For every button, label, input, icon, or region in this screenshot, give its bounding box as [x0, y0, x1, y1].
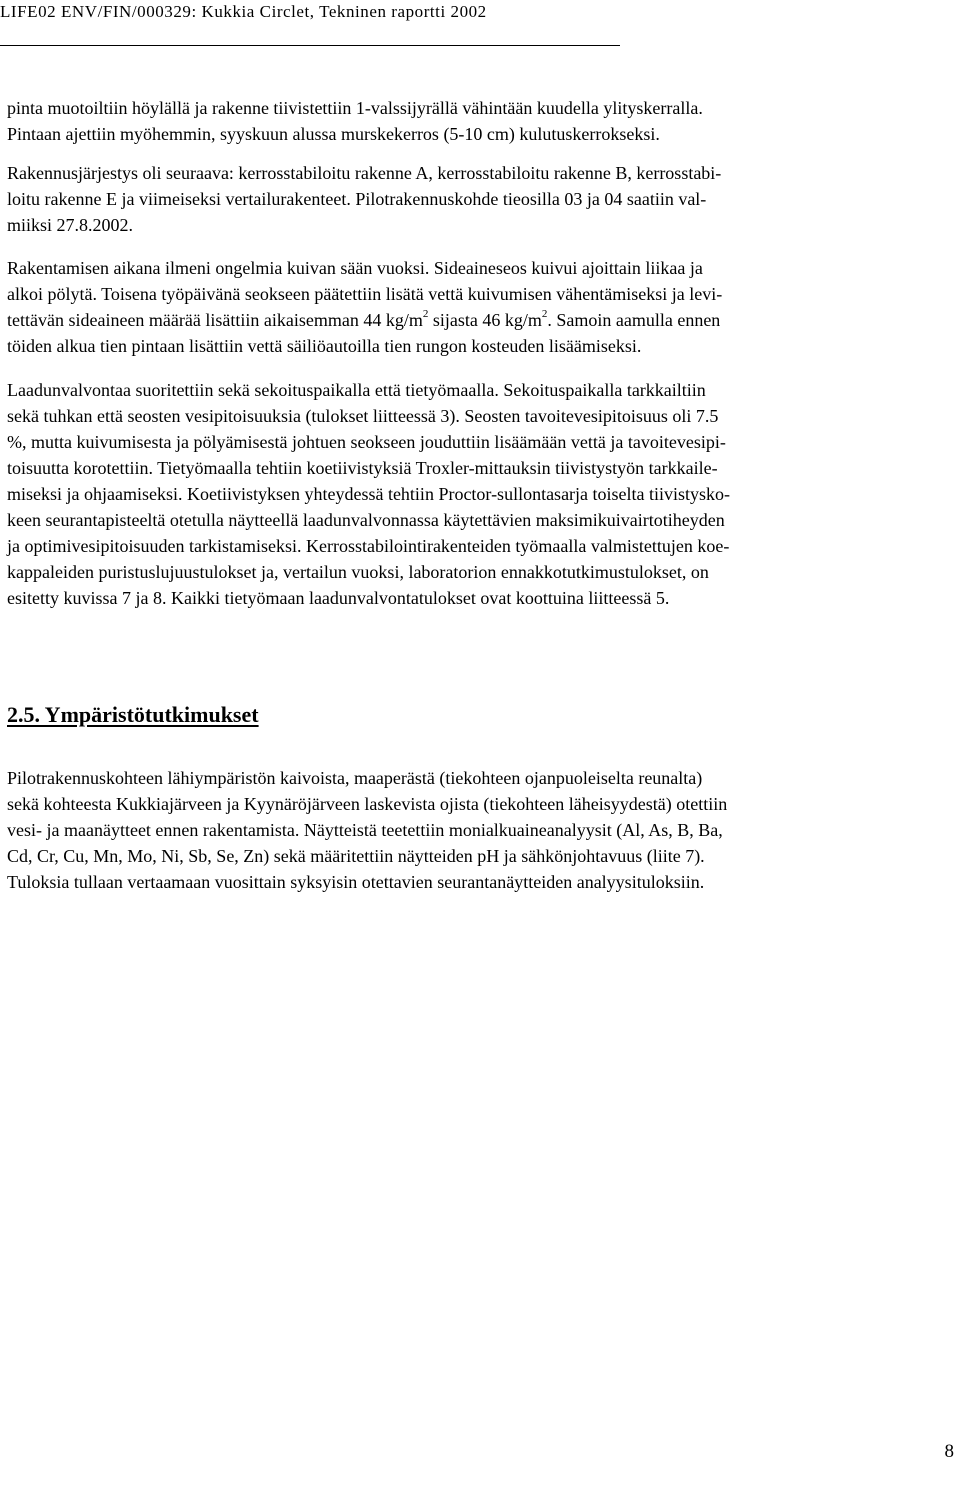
text-line: sekä tuhkan että seosten vesipitoisuuksia (tulokset liitteessä 3). Seosten tavoitevesipitoisuus oli 7.5	[7, 406, 719, 426]
text-line: miseksi ja ohjaamiseksi. Koetiivistyksen yhteydessä tehtiin Proctor-sullontasarja toiselta tiivistysko-	[7, 484, 731, 504]
text-line: Pintaan ajettiin myöhemmin, syyskuun alussa murskekerros (5-10 cm) kulutuskerrokseksi.	[7, 124, 660, 144]
text-fragment: . Samoin aamulla ennen	[547, 310, 721, 330]
paragraph-construction-order	[7, 160, 955, 238]
text-line: Pilotrakennuskohteen lähiympäristön kaivoista, maaperästä (tiekohteen ojanpuoleiselta reunalta)	[7, 768, 703, 788]
superscript: 2	[422, 308, 429, 320]
running-header	[0, 0, 620, 46]
paragraph-construction-surface	[7, 95, 955, 147]
paragraph-quality-control	[7, 377, 955, 611]
paragraph-construction-problems	[7, 255, 955, 359]
text-line: Laadunvalvontaa suoritettiin sekä sekoituspaikalla että tietyömaalla. Sekoituspaikalla tarkkailtiin	[7, 380, 706, 400]
section-heading: 2.5. Ympäristötutkimukset	[7, 702, 259, 727]
text-line: esitetty kuvissa 7 ja 8. Kaikki tietyömaan laadunvalvontatulokset ovat koottuina liitteessä 5.	[7, 588, 670, 608]
text-line: loitu rakenne E ja viimeiseksi vertailurakenteet. Pilotrakennuskohde tieosilla 03 ja 04 saatiin val-	[7, 189, 707, 209]
text-line-with-units	[7, 307, 955, 333]
text-line: alkoi pölytä. Toisena työpäivänä seokseen päätettiin lisätä vettä kuivumisen vähentämiseksi ja levi-	[7, 284, 723, 304]
text-line: Tuloksia tullaan vertaamaan vuosittain syksyisin otettavien seurantanäytteiden analyysituloksiin.	[7, 872, 705, 892]
text-line: Rakennusjärjestys oli seuraava: kerrosstabiloitu rakenne A, kerrosstabiloitu rakenne B, kerrosstabi-	[7, 163, 722, 183]
page-number: 8	[944, 1441, 954, 1462]
text-line: toisuutta korotettiin. Tietyömaalla tehtiin koetiivistyksiä Troxler-mittauksin tiivistystyön tarkkaile-	[7, 458, 718, 478]
text-line: sekä kohteesta Kukkiajärveen ja Kyynäröjärveen laskevista ojista (tiekohteen läheisyydestä) otettiin	[7, 794, 728, 814]
text-line: töiden alkua tien pintaan lisättiin vettä säiliöautoilla tien rungon kosteuden lisäämiseksi.	[7, 336, 642, 356]
text-line: kappaleiden puristuslujuustulokset ja, vertailun vuoksi, laboratorion ennakkotutkimustulokset, on	[7, 562, 709, 582]
text-line: Cd, Cr, Cu, Mn, Mo, Ni, Sb, Se, Zn) sekä määritettiin näytteiden pH ja sähkönjohtavuus (liite 7).	[7, 846, 705, 866]
paragraph-environmental-studies	[7, 765, 955, 895]
text-fragment: tettävän sideaineen määrää lisättiin aikaisemman 44 kg/m	[7, 310, 423, 330]
text-line: ja optimivesipitoisuuden tarkistamiseksi. Kerrosstabilointirakenteiden työmaalla valmistettujen koe-	[7, 536, 730, 556]
text-line: %, mutta kuivumisesta ja pölyämisestä johtuen seokseen jouduttiin lisäämään vettä ja tavoitevesipi-	[7, 432, 726, 452]
text-line: vesi- ja maanäytteet ennen rakentamista. Näytteistä teetettiin monialkuaineanalyysit (Al, As, B, Ba,	[7, 820, 723, 840]
header-text: LIFE02 ENV/FIN/000329: Kukkia Circlet, Tekninen raportti 2002	[0, 2, 487, 21]
text-line: miiksi 27.8.2002.	[7, 215, 134, 235]
text-line: Rakentamisen aikana ilmeni ongelmia kuivan sään vuoksi. Sideaineseos kuivui ajoittain liikaa ja	[7, 258, 703, 278]
text-line: keen seurantapisteeltä otetulla näytteellä laadunvalvonnassa käytettävien maksimikuivairtotiheyden	[7, 510, 725, 530]
superscript: 2	[541, 308, 548, 320]
text-line: pinta muotoiltiin höylällä ja rakenne tiivistettiin 1-valssijyrällä vähintään kuudella ylityskerralla.	[7, 98, 703, 118]
text-fragment: sijasta 46 kg/m	[428, 310, 542, 330]
